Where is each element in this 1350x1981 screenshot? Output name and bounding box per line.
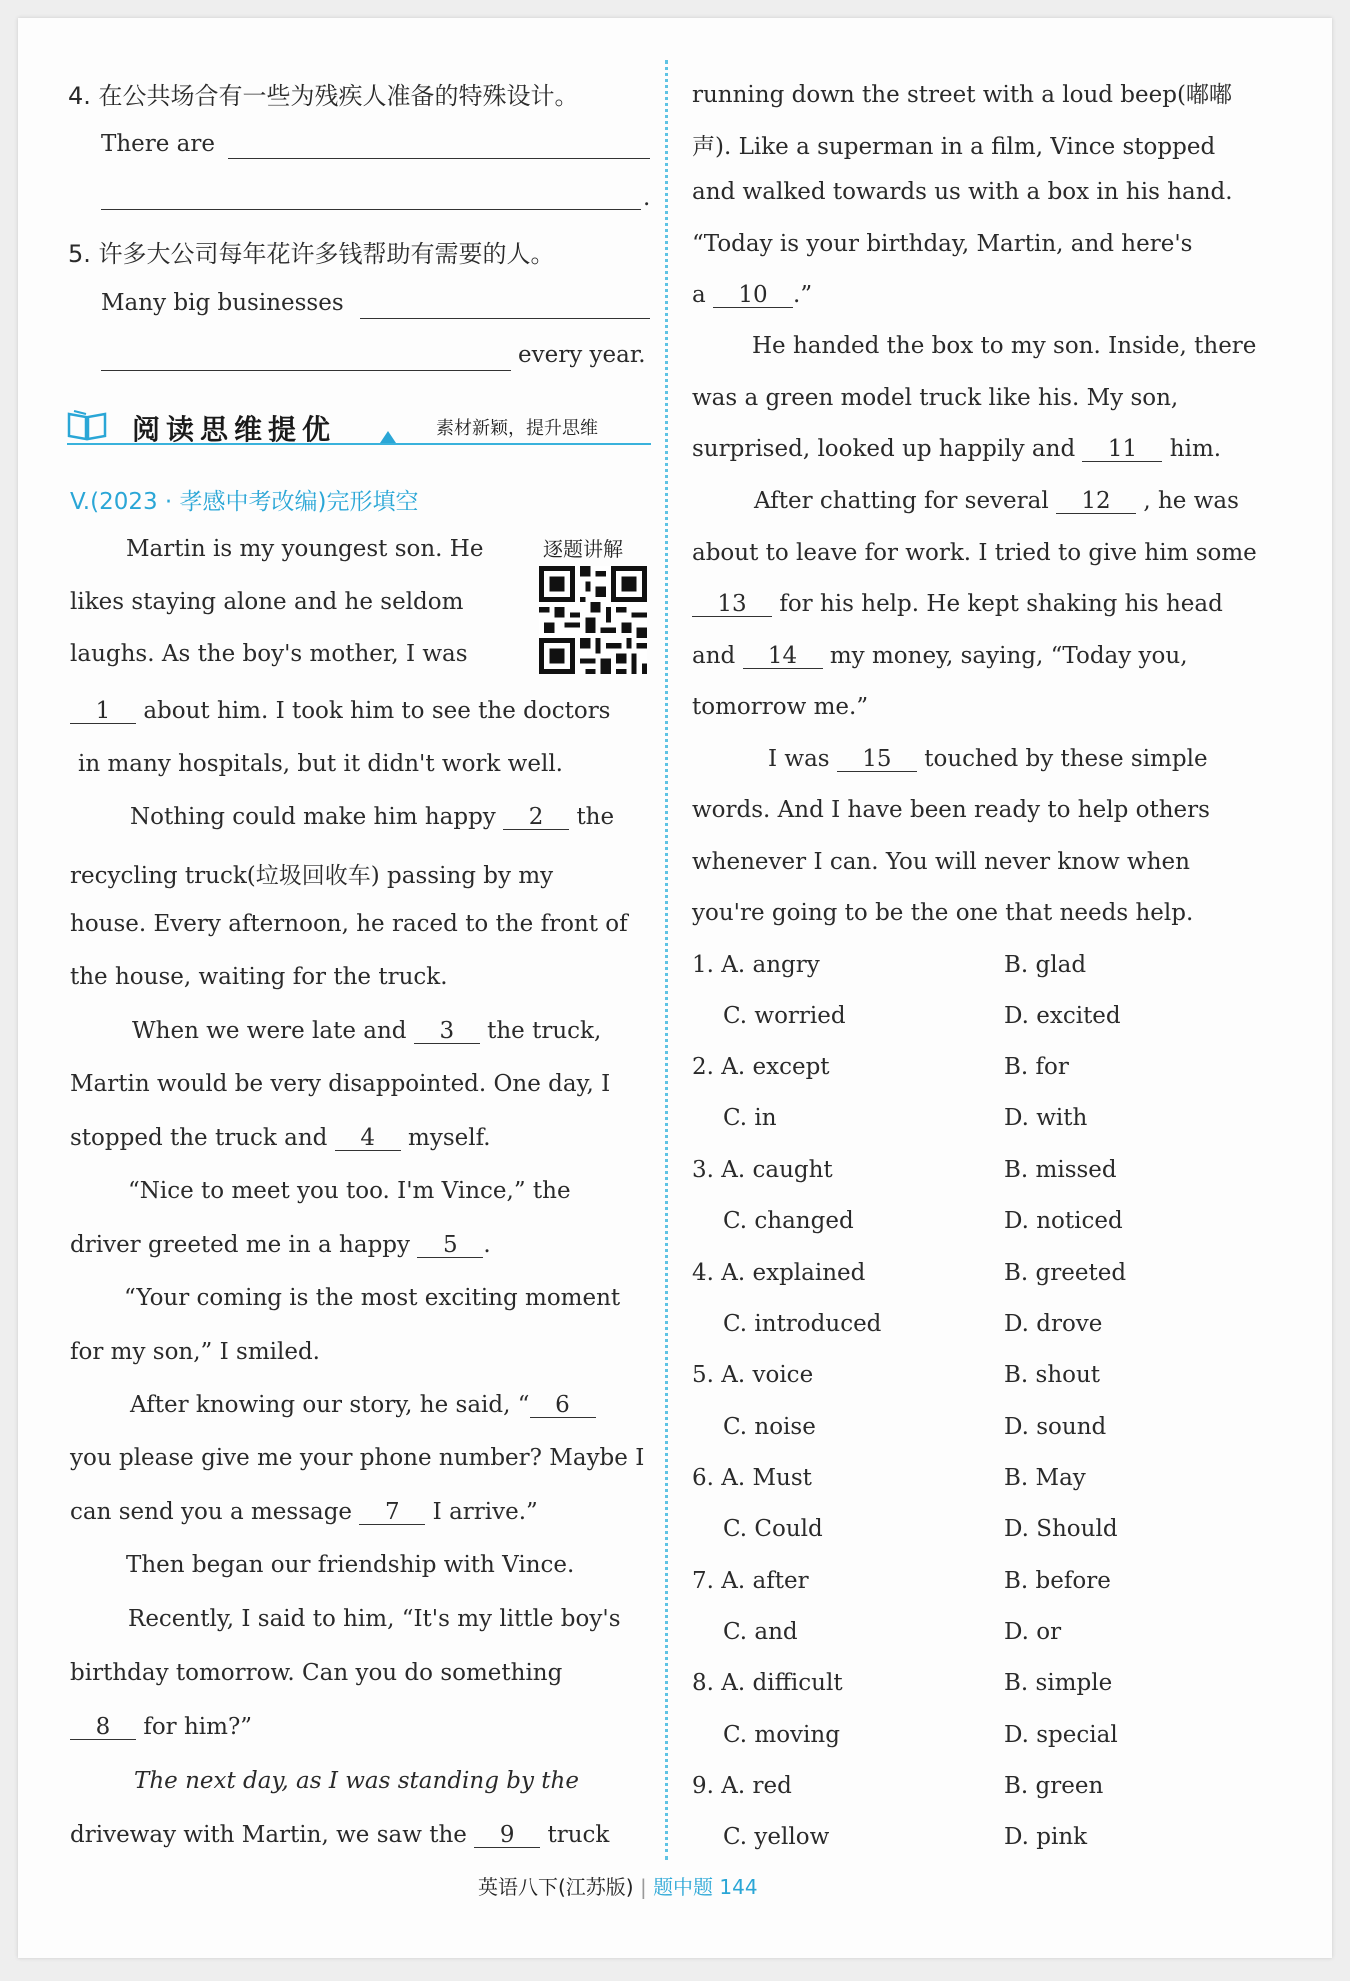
passage-line: in many hospitals, but it didn't work well.	[78, 751, 563, 777]
passage-line: recycling truck(垃圾回收车) passing by my	[70, 863, 554, 889]
passage-line: He handed the box to my son. Inside, there	[752, 333, 1257, 359]
option[interactable]: 6. A. Must	[692, 1465, 812, 1491]
option[interactable]: B. simple	[1004, 1670, 1113, 1696]
section-number: V.	[70, 489, 91, 515]
blank-15[interactable]: 15	[837, 747, 917, 772]
passage-line: house. Every afternoon, he raced to the front of	[70, 911, 628, 937]
option[interactable]: B. shout	[1004, 1362, 1101, 1388]
banner-subtitle: 素材新颖，提升思维	[436, 418, 598, 439]
option[interactable]: B. green	[1004, 1773, 1104, 1799]
passage-line: I was 15 touched by these simple	[768, 746, 1208, 772]
passage-line: driveway with Martin, we saw the 9 truck	[70, 1822, 610, 1848]
q4-chinese: 4. 在公共场合有一些为残疾人准备的特殊设计。	[68, 82, 579, 110]
qr-code-icon[interactable]	[539, 566, 647, 674]
blank-14[interactable]: 14	[743, 644, 823, 669]
passage-line: Nothing could make him happy 2 the	[130, 804, 615, 830]
option[interactable]: D. special	[1004, 1722, 1118, 1748]
blank-12[interactable]: 12	[1056, 489, 1136, 514]
option[interactable]: C. yellow	[723, 1824, 830, 1850]
section-source: (2023 · 孝感中考改编)	[90, 489, 327, 515]
option[interactable]: D. sound	[1004, 1414, 1107, 1440]
q4-answer-line-2[interactable]	[101, 209, 641, 210]
option[interactable]: C. worried	[723, 1003, 846, 1029]
blank-10[interactable]: 10	[713, 283, 793, 308]
option[interactable]: B. greeted	[1004, 1260, 1127, 1286]
footer-book: 英语八下(江苏版)	[478, 1875, 634, 1899]
blank-11[interactable]: 11	[1082, 437, 1162, 462]
option[interactable]: 4. A. explained	[692, 1260, 866, 1286]
q5-prefix: Many big businesses	[101, 290, 344, 316]
page-footer: 英语八下(江苏版) | 题中题 144	[478, 1875, 758, 1899]
passage-line: surprised, looked up happily and 11 him.	[692, 436, 1222, 462]
option[interactable]: C. introduced	[723, 1311, 882, 1337]
blank-4[interactable]: 4	[335, 1126, 401, 1151]
passage-line: you're going to be the one that needs help.	[692, 900, 1194, 926]
passage-line: tomorrow me.”	[692, 694, 869, 720]
blank-7[interactable]: 7	[359, 1500, 425, 1525]
banner-title: 阅读思维提优	[132, 413, 337, 446]
q4-prefix: There are	[101, 131, 216, 157]
passage-line: running down the street with a loud beep(嘟嘟	[692, 82, 1232, 108]
blank-9[interactable]: 9	[474, 1823, 540, 1848]
passage-line: The next day, as I was standing by the	[134, 1768, 579, 1794]
blank-1[interactable]: 1	[70, 699, 136, 724]
column-divider	[665, 60, 668, 1860]
option[interactable]: B. for	[1004, 1054, 1069, 1080]
page-number: 144	[719, 1875, 758, 1899]
passage-line: After knowing our story, he said, “ 6	[130, 1392, 596, 1418]
passage-line: was a green model truck like his. My son,	[692, 385, 1179, 411]
q5-answer-line-2[interactable]	[101, 370, 511, 371]
passage-line: laughs. As the boy's mother, I was	[70, 641, 468, 667]
passage-line: 声). Like a superman in a film, Vince stopped	[692, 134, 1216, 160]
blank-3[interactable]: 3	[414, 1019, 480, 1044]
passage-line: driver greeted me in a happy 5 .	[70, 1232, 491, 1258]
passage-line: for my son,” I smiled.	[70, 1339, 320, 1365]
passage-line: a 10 .”	[692, 282, 813, 308]
option[interactable]: 2. A. except	[692, 1054, 830, 1080]
option[interactable]: D. or	[1004, 1619, 1062, 1645]
blank-5[interactable]: 5	[417, 1233, 483, 1258]
option[interactable]: 1. A. angry	[692, 952, 820, 978]
qr-label: 逐题讲解	[543, 537, 623, 561]
option[interactable]: D. excited	[1004, 1003, 1121, 1029]
passage-line: Then began our friendship with Vince.	[126, 1552, 575, 1578]
option[interactable]: 7. A. after	[692, 1568, 809, 1594]
passage-line: stopped the truck and 4 myself.	[70, 1125, 491, 1151]
q5-chinese: 5. 许多大公司每年花许多钱帮助有需要的人。	[68, 240, 555, 268]
option[interactable]: C. changed	[723, 1208, 854, 1234]
passage-line: birthday tomorrow. Can you do something	[70, 1660, 563, 1686]
book-icon	[66, 408, 108, 442]
option[interactable]: D. Should	[1004, 1516, 1118, 1542]
passage-line: about to leave for work. I tried to give him some	[692, 540, 1257, 566]
option[interactable]: B. May	[1004, 1465, 1086, 1491]
banner-underline	[67, 443, 651, 445]
option[interactable]: C. noise	[723, 1414, 816, 1440]
passage-line: “Nice to meet you too. I'm Vince,” the	[128, 1178, 571, 1204]
passage-line: Recently, I said to him, “It's my little boy's	[128, 1606, 621, 1632]
option[interactable]: C. and	[723, 1619, 798, 1645]
option[interactable]: D. drove	[1004, 1311, 1103, 1337]
option[interactable]: D. noticed	[1004, 1208, 1123, 1234]
blank-6[interactable]: 6	[530, 1393, 596, 1418]
option[interactable]: C. in	[723, 1105, 777, 1131]
footer-series: 题中题	[653, 1875, 714, 1899]
passage-line: Martin is my youngest son. He	[126, 536, 484, 562]
option[interactable]: B. before	[1004, 1568, 1111, 1594]
passage-line: 1 about him. I took him to see the doctors	[70, 698, 611, 724]
option[interactable]: 5. A. voice	[692, 1362, 814, 1388]
triangle-marker-icon	[380, 431, 396, 443]
option[interactable]: 3. A. caught	[692, 1157, 833, 1183]
blank-13[interactable]: 13	[692, 592, 772, 617]
section-type: 完形填空	[326, 489, 419, 515]
option[interactable]: 9. A. red	[692, 1773, 792, 1799]
passage-line: words. And I have been ready to help others	[692, 797, 1210, 823]
option[interactable]: B. glad	[1004, 952, 1087, 978]
option[interactable]: D. pink	[1004, 1824, 1088, 1850]
passage-line: can send you a message 7 I arrive.”	[70, 1499, 538, 1525]
passage-line: Martin would be very disappointed. One day, I	[70, 1071, 611, 1097]
passage-line: likes staying alone and he seldom	[70, 589, 464, 615]
blank-2[interactable]: 2	[503, 805, 569, 830]
passage-line: you please give me your phone number? Maybe I	[70, 1445, 645, 1471]
passage-line: and 14 my money, saying, “Today you,	[692, 643, 1188, 669]
option[interactable]: C. moving	[723, 1722, 840, 1748]
blank-8[interactable]: 8	[70, 1715, 136, 1740]
passage-line: “Today is your birthday, Martin, and here's	[692, 231, 1193, 257]
passage-line: the house, waiting for the truck.	[70, 964, 448, 990]
section-heading	[70, 483, 419, 516]
q5-answer-line-1[interactable]	[360, 318, 650, 319]
option[interactable]: C. Could	[723, 1516, 823, 1542]
passage-line: “Your coming is the most exciting moment	[124, 1285, 621, 1311]
passage-line: whenever I can. You will never know when	[692, 849, 1190, 875]
passage-line: and walked towards us with a box in his hand.	[692, 179, 1233, 205]
q4-answer-line-1[interactable]	[228, 158, 650, 159]
passage-line: 8 for him?”	[70, 1714, 252, 1740]
q5-suffix: every year.	[518, 342, 646, 368]
passage-line: When we were late and 3 the truck,	[132, 1018, 602, 1044]
option[interactable]: 8. A. difficult	[692, 1670, 843, 1696]
passage-line: 13 for his help. He kept shaking his head	[692, 591, 1223, 617]
q4-period: .	[643, 185, 651, 211]
option[interactable]: D. with	[1004, 1105, 1088, 1131]
option[interactable]: B. missed	[1004, 1157, 1117, 1183]
passage-line: After chatting for several 12 , he was	[754, 488, 1239, 514]
